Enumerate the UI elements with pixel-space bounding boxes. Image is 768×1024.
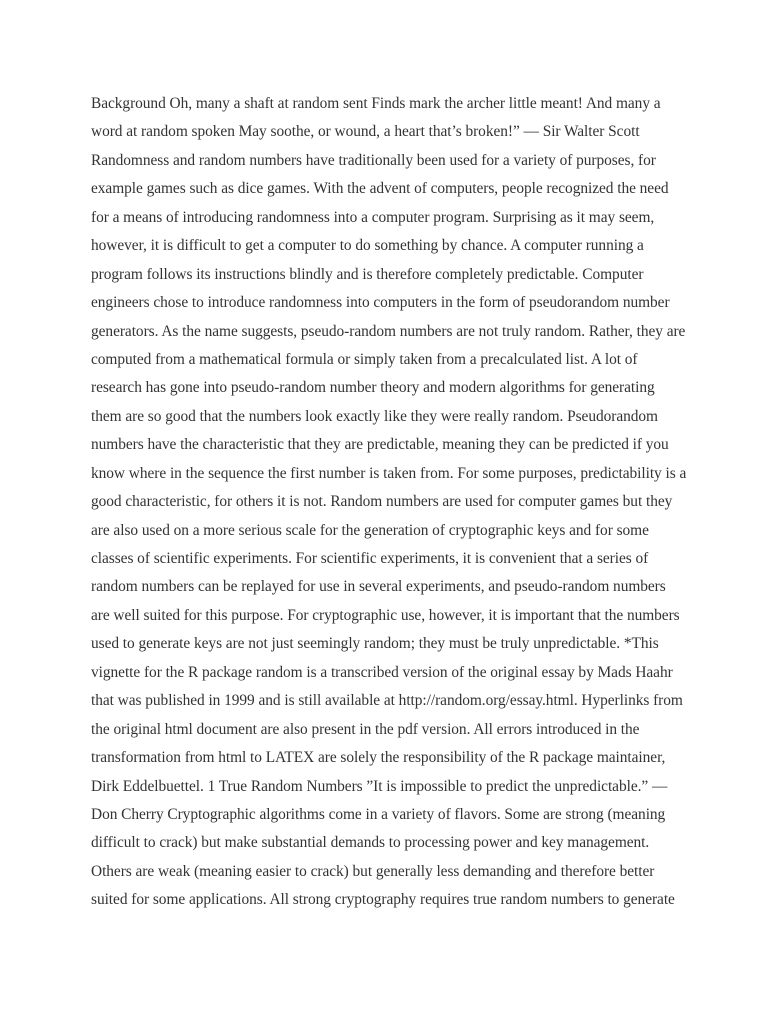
text-line: used to generate keys are not just seemingly random; they must be truly unpredictable. *This: [91, 635, 659, 653]
text-line: Dirk Eddelbuettel. 1 True Random Numbers ”It is impossible to predict the unpredictable.” —: [91, 777, 668, 795]
text-line: Background Oh, many a shaft at random sent Finds mark the archer little meant! And many a: [91, 95, 661, 112]
text-line: that was published in 1999 and is still available at http://random.org/essay.html. Hyperlinks from: [91, 692, 683, 710]
text-line: good characteristic, for others it is not. Random numbers are used for computer games but they: [91, 493, 673, 511]
text-line: computed from a mathematical formula or simply taken from a precalculated list. A lot of: [91, 350, 638, 368]
text-line: transformation from html to LATEX are solely the responsibility of the R package maintainer,: [91, 749, 666, 767]
text-line: engineers chose to introduce randomness into computers in the form of pseudorandom number: [91, 294, 670, 312]
text-line: random numbers can be replayed for use in several experiments, and pseudo-random numbers: [91, 578, 666, 596]
text-line: difficult to crack) but make substantial demands to processing power and key management.: [91, 834, 650, 852]
text-line: Don Cherry Cryptographic algorithms come in a variety of flavors. Some are strong (meaning: [91, 805, 666, 823]
body-text: [91, 90, 691, 915]
text-line: for a means of introducing randomness into a computer program. Surprising as it may seem,: [91, 208, 655, 226]
text-line: however, it is difficult to get a computer to do something by chance. A computer running a: [91, 237, 644, 255]
text-line: Randomness and random numbers have traditionally been used for a variety of purposes, for: [91, 151, 656, 169]
text-line: example games such as dice games. With the advent of computers, people recognized the need: [91, 180, 669, 198]
text-line: are also used on a more serious scale for the generation of cryptographic keys and for some: [91, 521, 649, 539]
text-line: generators. As the name suggests, pseudo-random numbers are not truly random. Rather, they are: [91, 322, 686, 340]
text-line: suited for some applications. All strong cryptography requires true random numbers to generate: [91, 891, 675, 909]
text-line: program follows its instructions blindly and is therefore completely predictable. Computer: [91, 265, 644, 283]
text-line: Others are weak (meaning easier to crack) but generally less demanding and therefore better: [91, 862, 655, 880]
text-line: the original html document are also present in the pdf version. All errors introduced in the: [91, 720, 640, 738]
text-line: word at random spoken May soothe, or wound, a heart that’s broken!” — Sir Walter Scott: [91, 123, 640, 141]
text-line: are well suited for this purpose. For cryptographic use, however, it is important that the numbers: [91, 606, 680, 624]
text-line: vignette for the R package random is a transcribed version of the original essay by Mads Haahr: [91, 663, 673, 681]
text-line: them are so good that the numbers look exactly like they were really random. Pseudorandom: [91, 407, 658, 425]
text-line: classes of scientific experiments. For scientific experiments, it is convenient that a series of: [91, 550, 649, 567]
text-line: know where in the sequence the first number is taken from. For some purposes, predictability is a: [91, 464, 687, 482]
text-line: research has gone into pseudo-random number theory and modern algorithms for generating: [91, 379, 655, 397]
text-line: numbers have the characteristic that they are predictable, meaning they can be predicted if you: [91, 436, 669, 454]
